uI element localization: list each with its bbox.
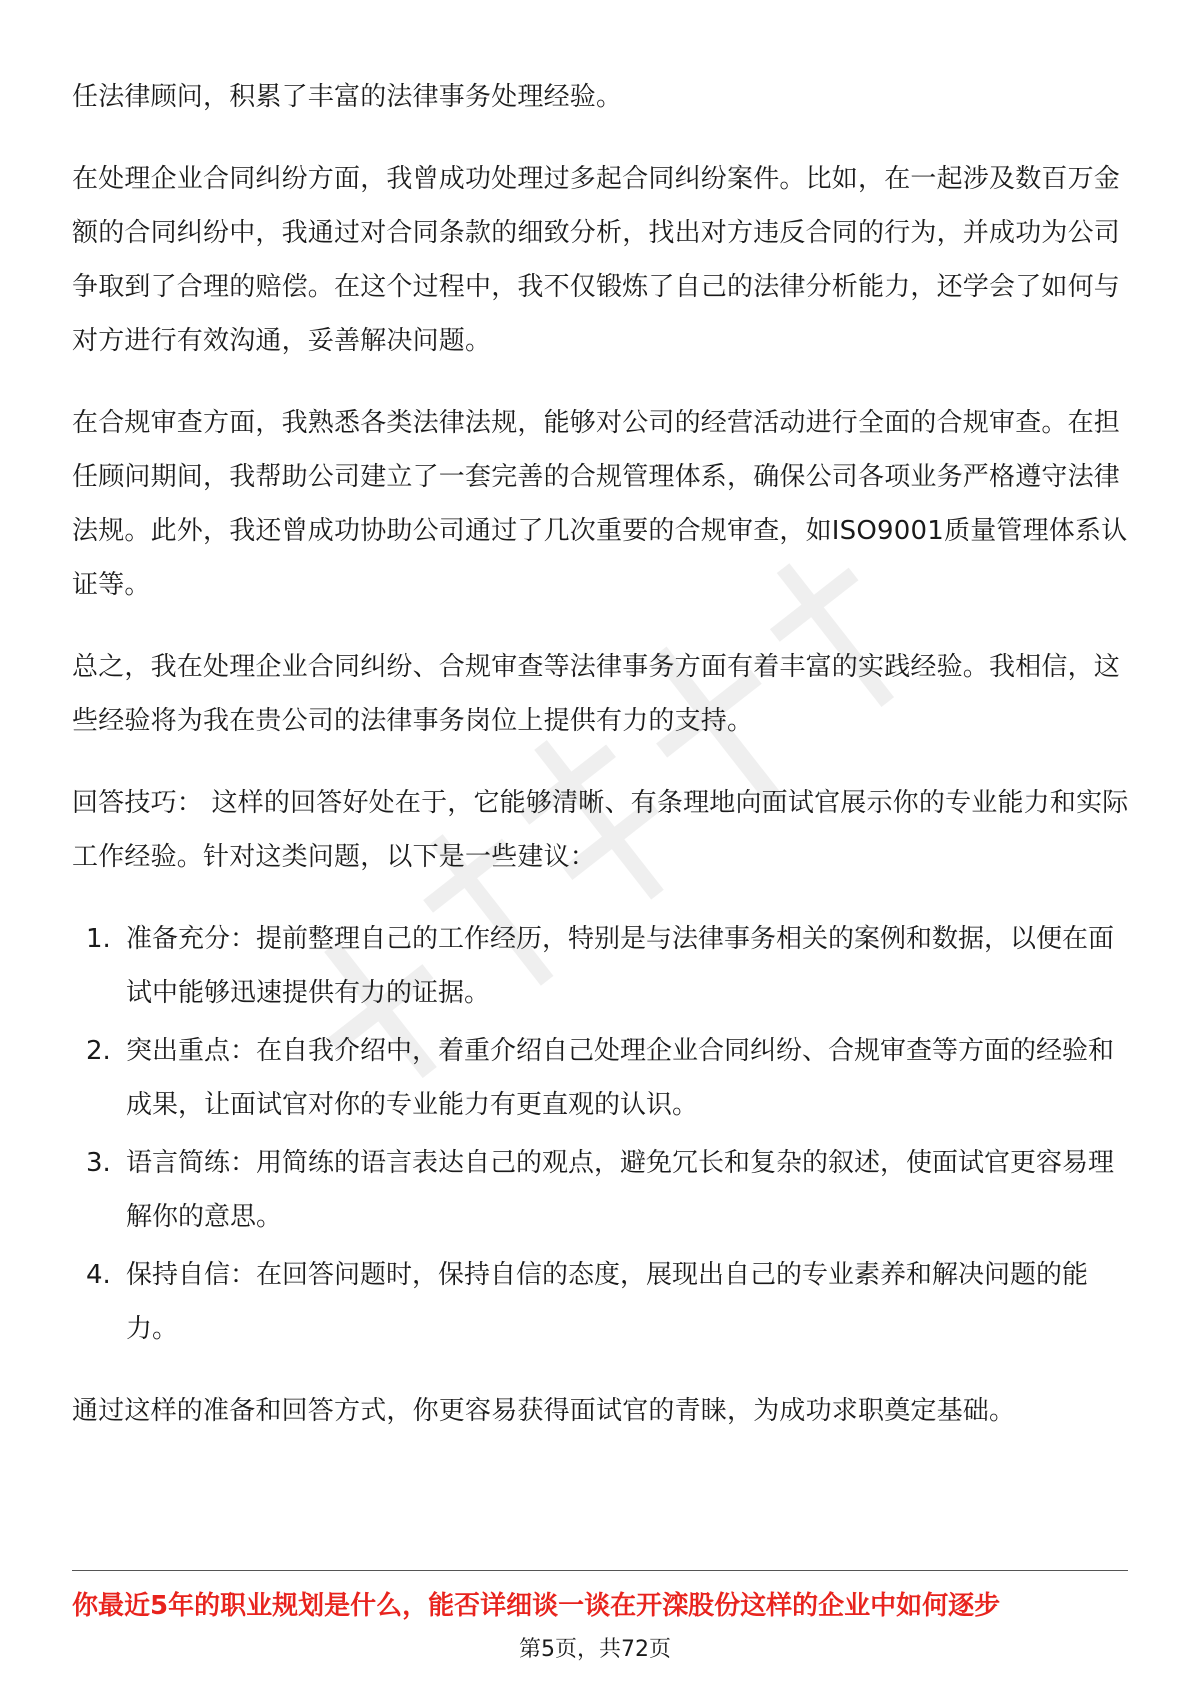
list-item <box>72 912 1132 1020</box>
list-item-number: 2. <box>86 1036 111 1066</box>
list-item-text: 准备充分：提前整理自己的工作经历，特别是与法律事务相关的案例和数据，以便在面试中能够迅速提供有力的证据。 <box>126 924 1115 1008</box>
page-number: 第5页，共72页 <box>519 1637 671 1662</box>
list-item-text: 保持自信：在回答问题时，保持自信的态度，展现出自己的专业素养和解决问题的能力。 <box>126 1260 1089 1344</box>
list-item <box>72 1248 1132 1356</box>
paragraph-intro-continuation: 任法律顾问，积累了丰富的法律事务处理经验。 <box>72 82 623 112</box>
list-item-number: 1. <box>86 924 111 954</box>
paragraph-contract-disputes: 在处理企业合同纠纷方面，我曾成功处理过多起合同纠纷案件。比如，在一起涉及数百万金额的合同纠纷中，我通过对合同条款的细致分析，找出对方违反合同的行为，并成功为公司争取到了合理的赔偿。在这个过程中，我不仅锻炼了自己的法律分析能力，还学会了如何与对方进行有效沟通，妥善解决问题。 <box>72 164 1121 356</box>
paragraph-compliance-review: 在合规审查方面，我熟悉各类法律法规，能够对公司的经营活动进行全面的合规审查。在担任顾问期间，我帮助公司建立了一套完善的合规管理体系，确保公司各项业务严格遵守法律法规。此外，我还曾成功协助公司通过了几次重要的合规审查，如ISO9001质量管理体系认证等。 <box>72 408 1128 600</box>
list-item-text: 语言简练：用简练的语言表达自己的观点，避免冗长和复杂的叙述，使面试官更容易理解你的意思。 <box>126 1148 1115 1232</box>
list-item-number: 3. <box>86 1148 111 1178</box>
paragraph-summary: 总之，我在处理企业合同纠纷、合规审查等法律事务方面有着丰富的实践经验。我相信，这些经验将为我在贵公司的法律事务岗位上提供有力的支持。 <box>72 652 1121 736</box>
main-content <box>72 70 1132 1466</box>
tips-list <box>72 912 1132 1356</box>
paragraph-answer-tips: 回答技巧： 这样的回答好处在于，它能够清晰、有条理地向面试官展示你的专业能力和实际工作经验。针对这类问题，以下是一些建议： <box>72 788 1129 872</box>
list-item-number: 4. <box>86 1260 111 1290</box>
list-item <box>72 1024 1132 1132</box>
paragraph-closing: 通过这样的准备和回答方式，你更容易获得面试官的青睐，为成功求职奠定基础。 <box>72 1396 1016 1426</box>
section-divider <box>72 1570 1128 1571</box>
list-item <box>72 1136 1132 1244</box>
next-question-heading: 你最近5年的职业规划是什么，能否详细谈一谈在开滦股份这样的企业中如何逐步 <box>72 1591 1001 1621</box>
list-item-text: 突出重点：在自我介绍中，着重介绍自己处理企业合同纠纷、合规审查等方面的经验和成果，让面试官对你的专业能力有更直观的认识。 <box>126 1036 1115 1120</box>
